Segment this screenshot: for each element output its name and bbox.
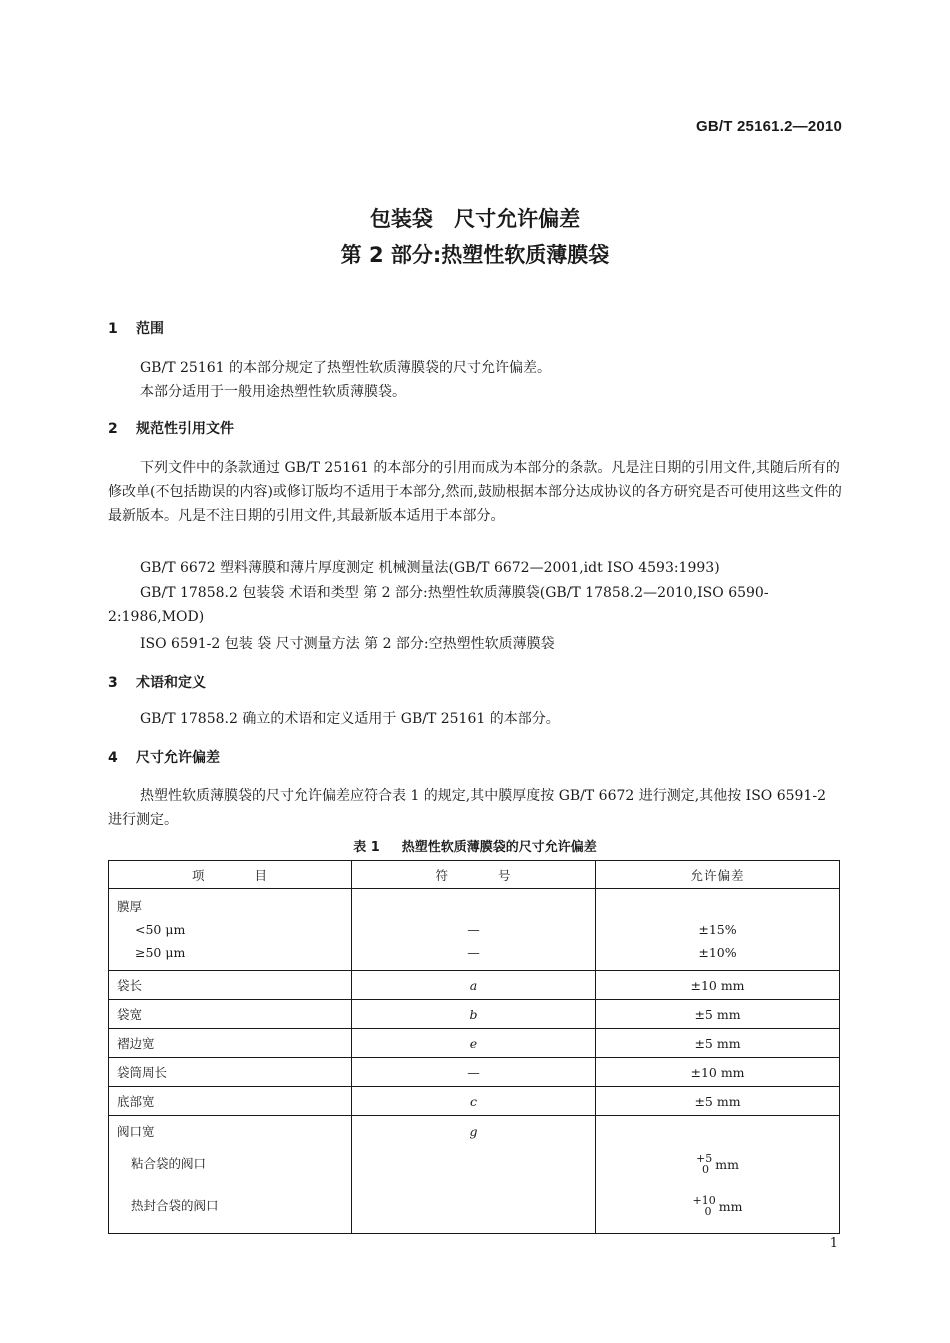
tolerance-cell: ±10 mm: [596, 1058, 840, 1087]
item-cell: 袋长: [109, 971, 352, 1000]
section-2-paragraph-1: 下列文件中的条款通过 GB/T 25161 的本部分的引用而成为本部分的条款。凡是注日期的引用文件,其随后所有的修改单(不包括勘误的内容)或修订版均不适用于本部分,然而,鼓励根据本部分达成协议的各方研究是否可使用这些文件的最新版本。凡是不注日期的引用文件,其最新版本适用于本部分。: [108, 460, 842, 524]
tolerance-cell: ±5 mm: [596, 1000, 840, 1029]
tolerance-table: [108, 860, 840, 1234]
thickness-label: 膜厚: [117, 899, 143, 914]
section-title: 术语和定义: [136, 675, 206, 691]
section-1-paragraph-1: GB/T 25161 的本部分规定了热塑性软质薄膜袋的尺寸允许偏差。: [140, 360, 551, 376]
section-number: 2: [108, 421, 118, 437]
section-number: 4: [108, 750, 118, 766]
table-row: [109, 889, 840, 971]
symbol-cell: b: [352, 1000, 596, 1029]
section-number: 1: [108, 321, 118, 337]
valve-sub-2-label: 热封合袋的阀口: [131, 1198, 219, 1213]
document-title-line2: 第 2 部分:热塑性软质薄膜袋: [340, 243, 610, 267]
thickness-symbol-1: —: [467, 922, 480, 937]
section-1-paragraph-2: 本部分适用于一般用途热塑性软质薄膜袋。: [140, 384, 406, 400]
valve-tolerance-cell: [596, 1116, 840, 1234]
section-2-heading: [108, 418, 234, 438]
section-3-heading: [108, 672, 206, 692]
valve-tolerance-2-unit: mm: [718, 1198, 743, 1214]
item-cell: 褶边宽: [109, 1029, 352, 1058]
table-row: [109, 1000, 840, 1029]
thickness-symbol-2: —: [467, 945, 480, 960]
tolerance-cell: ±5 mm: [596, 1087, 840, 1116]
valve-sub-1-label: 粘合袋的阀口: [131, 1156, 207, 1171]
table-header-row: [109, 861, 840, 889]
valve-item-cell: [109, 1116, 352, 1234]
table-row: [109, 1058, 840, 1087]
valve-tolerance-2: [604, 1185, 831, 1227]
table-caption-number: 表 1: [353, 840, 380, 855]
header-item: 项 目: [109, 861, 352, 889]
valve-tolerance-1-unit: mm: [715, 1156, 739, 1172]
thickness-sub-1: <50 μm: [135, 922, 186, 937]
table-row: [109, 1087, 840, 1116]
symbol-cell: a: [352, 971, 596, 1000]
table-caption-text: 热塑性软质薄膜袋的尺寸允许偏差: [401, 840, 597, 855]
item-cell: 袋宽: [109, 1000, 352, 1029]
thickness-tolerance-2: ±10%: [698, 945, 737, 960]
standard-code: GB/T 25161.2—2010: [696, 118, 842, 135]
section-4-paragraph-1: 热塑性软质薄膜袋的尺寸允许偏差应符合表 1 的规定,其中膜厚度按 GB/T 6672 进行测定,其他按 ISO 6591-2 进行测定。: [108, 788, 826, 828]
thickness-tolerance-1: ±15%: [698, 922, 737, 937]
valve-sub-1: [117, 1143, 343, 1185]
valve-tolerance-1-upper: +5: [696, 1152, 713, 1165]
table-caption: [0, 836, 950, 855]
item-cell: 袋筒周长: [109, 1058, 352, 1087]
thickness-symbol-cell: [352, 889, 596, 971]
normative-reference-1: GB/T 6672 塑料薄膜和薄片厚度测定 机械测量法(GB/T 6672—2001,idt ISO 4593:1993): [140, 560, 720, 576]
section-number: 3: [108, 675, 118, 691]
thickness-tolerance-cell: [596, 889, 840, 971]
table-row: [109, 1116, 840, 1234]
valve-symbol: g: [469, 1124, 478, 1139]
header-tolerance: 允许偏差: [596, 861, 840, 889]
item-cell: 底部宽: [109, 1087, 352, 1116]
table-row: [109, 1029, 840, 1058]
header-symbol: 符 号: [352, 861, 596, 889]
section-title: 规范性引用文件: [136, 421, 234, 437]
valve-label: 阀口宽: [117, 1124, 155, 1139]
section-3-paragraph-1: GB/T 17858.2 确立的术语和定义适用于 GB/T 25161 的本部分。: [140, 711, 560, 727]
valve-tolerance-2-upper: +10: [692, 1194, 716, 1207]
thickness-item-cell: [109, 889, 352, 971]
section-title: 尺寸允许偏差: [136, 750, 220, 766]
symbol-cell: c: [352, 1087, 596, 1116]
symbol-cell: e: [352, 1029, 596, 1058]
document-title-line1: 包装袋 尺寸允许偏差: [369, 207, 581, 231]
section-title: 范围: [136, 321, 164, 337]
valve-tolerance-2-lower: 0: [704, 1205, 712, 1218]
page-number: 1: [829, 1236, 838, 1251]
section-4-heading: [108, 747, 220, 767]
valve-sub-2: [117, 1185, 343, 1227]
symbol-cell: —: [352, 1058, 596, 1087]
normative-reference-2: GB/T 17858.2 包装袋 术语和类型 第 2 部分:热塑性软质薄膜袋(GB/T 17858.2—2010,ISO 6590-2:1986,MOD): [108, 585, 769, 625]
table-row: [109, 971, 840, 1000]
valve-tolerance-1-lower: 0: [702, 1163, 710, 1176]
section-1-heading: [108, 318, 164, 338]
normative-reference-3: ISO 6591-2 包装 袋 尺寸测量方法 第 2 部分:空热塑性软质薄膜袋: [140, 636, 555, 652]
valve-symbol-cell: [352, 1116, 596, 1234]
valve-tolerance-1: [604, 1143, 831, 1185]
tolerance-cell: ±5 mm: [596, 1029, 840, 1058]
thickness-sub-2: ≥50 μm: [135, 945, 186, 960]
tolerance-cell: ±10 mm: [596, 971, 840, 1000]
